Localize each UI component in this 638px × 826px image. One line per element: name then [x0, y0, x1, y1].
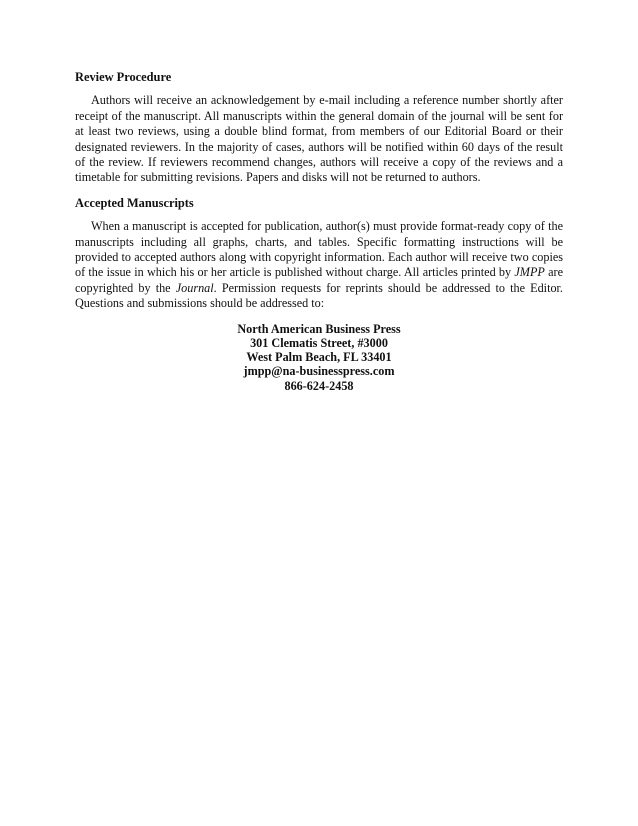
contact-email: jmpp@na-businesspress.com [243, 364, 395, 379]
accepted-text-part3: . Permission requests for reprints should be addressed to the Editor. Questions and submissions should be addressed to: [75, 280, 563, 311]
review-procedure-heading: Review Procedure [75, 70, 172, 84]
accepted-text-part1: When a manuscript is accepted for publication, author(s) must provide format-ready copy of the manuscripts including all graphs, charts, and tables. Specific formatting instructions will be provided to accepted authors along with copyright information. Each author will receive two copies of the issue in which his or her article is published without charge. All articles printed by [75, 219, 563, 280]
journal-word: Journal [175, 280, 214, 295]
street-address: 301 Clematis Street, #3000 [250, 335, 388, 350]
publisher-name: North American Business Press [237, 321, 401, 336]
review-procedure-paragraph: Authors will receive an acknowledgement by e-mail including a reference number shortly after receipt of the manuscript. All manuscripts within the general domain of the journal will be sent for at least two reviews, using a double blind format, from members of our Editorial Board or their designated reviewers. In the majority of cases, authors will be notified within 60 days of the result of the review. If reviewers recommend changes, authors will receive a copy of the reviews and a timetable for submitting revisions. Papers and disks will not be returned to authors. [75, 93, 563, 185]
document-content [75, 70, 563, 393]
accepted-manuscripts-paragraph [75, 219, 563, 311]
accepted-manuscripts-heading: Accepted Manuscripts [75, 195, 194, 210]
accepted-text-part2: are copyrighted by the [75, 265, 563, 295]
contact-address-block [75, 322, 563, 393]
city-state-zip: West Palm Beach, FL 33401 [246, 350, 392, 365]
contact-phone: 866-624-2458 [284, 378, 354, 393]
journal-abbreviation: JMPP [514, 265, 545, 280]
